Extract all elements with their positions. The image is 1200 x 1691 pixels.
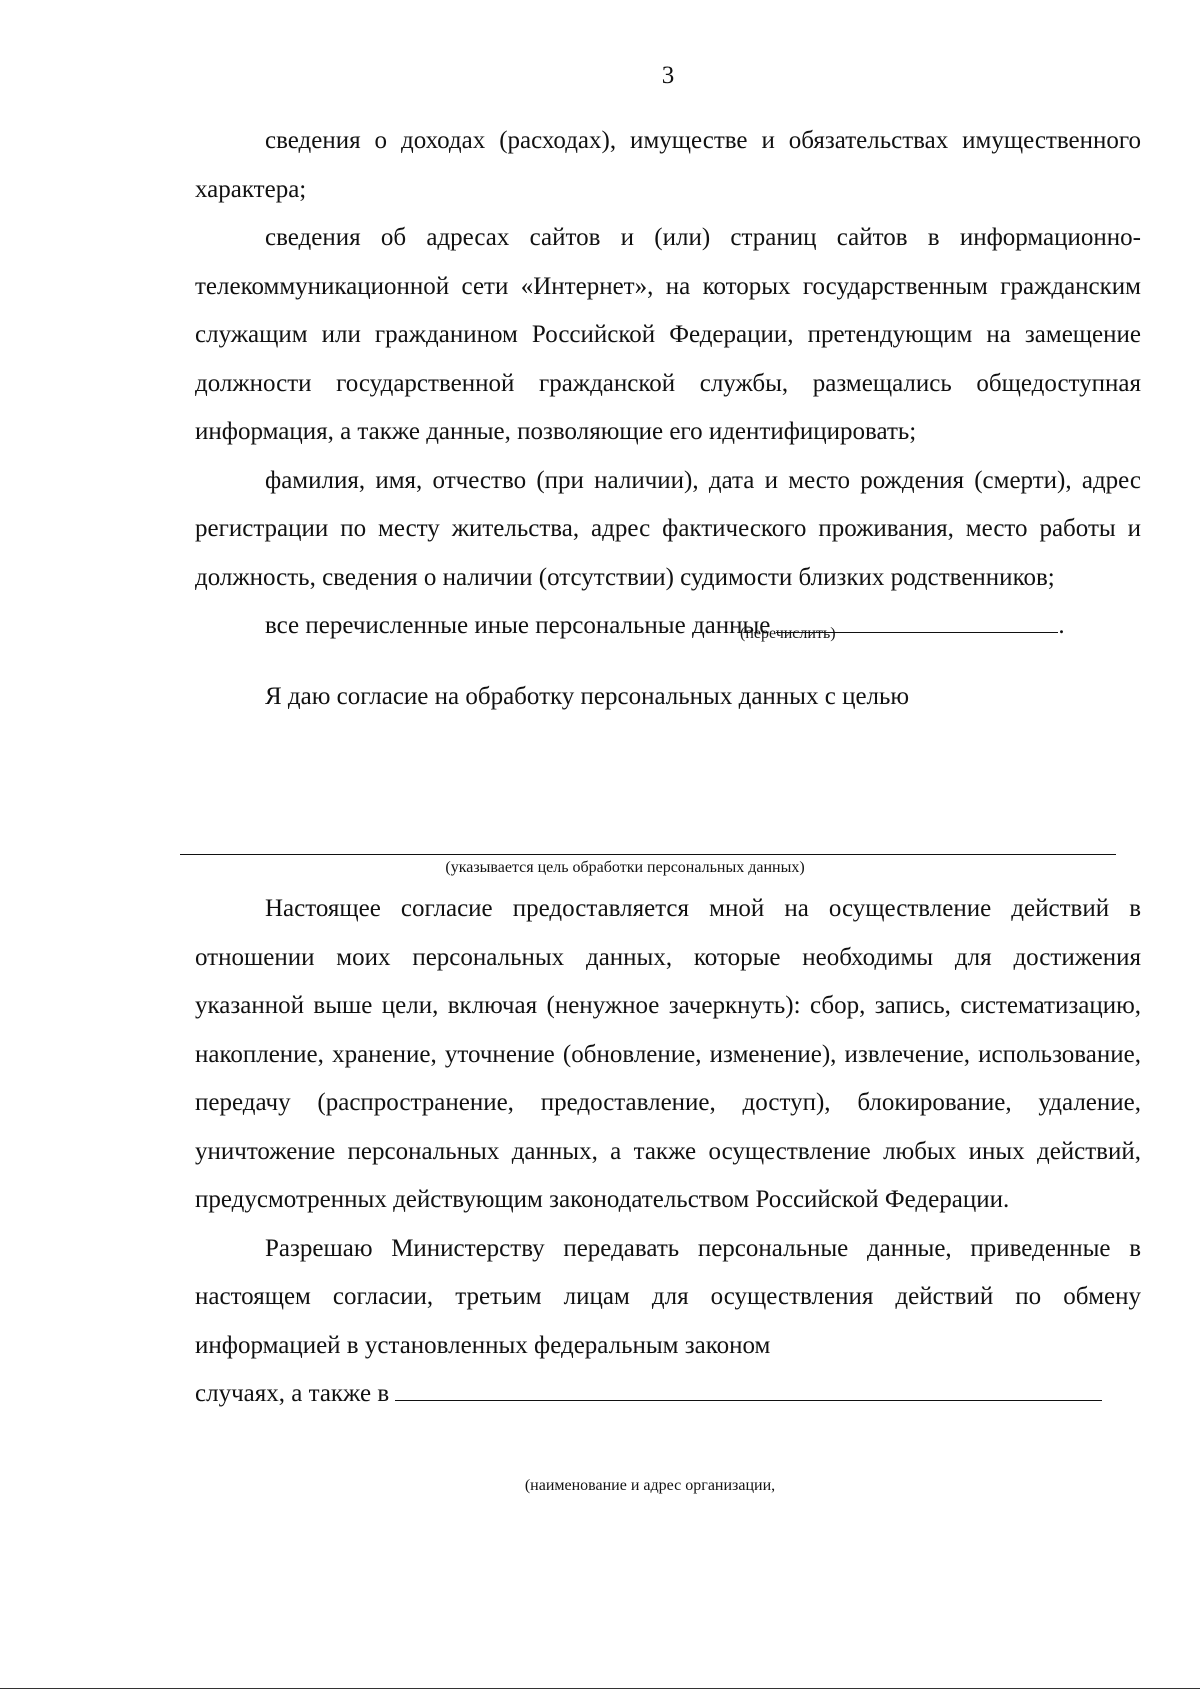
paragraph-org-row bbox=[195, 1370, 1141, 1419]
page-number: 3 bbox=[661, 62, 675, 89]
paragraph-relatives-info: фамилия, имя, отчество (при наличии), дата и место рождения (смерти), адрес регистрации по месту жительства, адрес фактического проживания, место работы и должность, сведения о наличии (отсутствии) судимости близких родственников; bbox=[195, 466, 1141, 591]
caption-purpose: (указывается цель обработки персональных данных) bbox=[445, 859, 805, 876]
document-body-top bbox=[195, 117, 1141, 721]
org-row-label: случаях, а также в bbox=[195, 1380, 390, 1407]
other-data-label: все перечисленные иные персональные данные bbox=[265, 612, 771, 639]
page-bottom-edge bbox=[0, 1688, 1200, 1689]
caption-list: (перечислить) bbox=[740, 625, 836, 642]
other-data-period: . bbox=[1058, 612, 1065, 639]
paragraph-other-data bbox=[195, 602, 1141, 651]
purpose-blank-line[interactable] bbox=[180, 854, 1116, 855]
paragraph-websites-info: сведения об адресах сайтов и (или) страниц сайтов в информационно-телекоммуникационной сети «Интернет», на которых государственным гражданским служащим или гражданином Российской Федерации, претендующим на замещение должности государственной гражданской службы, размещались общедоступная информация, а также данные, позволяющие его идентифицировать; bbox=[195, 224, 1141, 445]
paragraph-consent-actions: Настоящее согласие предоставляется мной на осуществление действий в отношении моих персональных данных, которые необходимы для достижения указанной выше цели, включая (ненужное зачеркнуть): сбор, запись, систематизацию, накопление, хранение, уточнение (обновление, изменение), извлечение, использование, передачу (распространение, предоставление, доступ), блокирование, удаление, уничтожение персональных данных, а также осуществление любых иных действий, предусмотренных действующим законодательством Российской Федерации. bbox=[195, 895, 1141, 1213]
document-body-bottom bbox=[195, 885, 1141, 1419]
paragraph-consent-purpose: Я даю согласие на обработку персональных данных с целью bbox=[265, 682, 910, 710]
paragraph-transfer-permission: Разрешаю Министерству передавать персональные данные, приведенные в настоящем согласии, третьим лицам для осуществления действий по обмену информацией в установленных федеральным законом bbox=[195, 1234, 1141, 1359]
paragraph-income-info: сведения о доходах (расходах), имуществе и обязательствах имущественного характера; bbox=[195, 127, 1141, 203]
caption-organization: (наименование и адрес организации, bbox=[524, 1477, 776, 1494]
org-blank[interactable] bbox=[395, 1380, 1102, 1401]
